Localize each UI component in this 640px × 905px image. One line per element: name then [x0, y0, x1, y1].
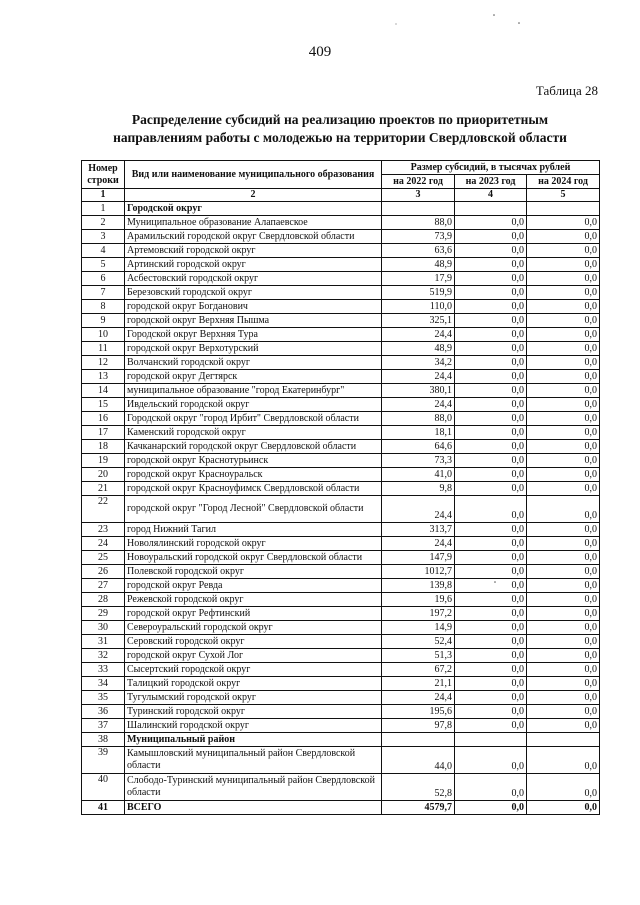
row-number: 18 [82, 440, 125, 454]
table-row [82, 593, 600, 607]
municipality-name: Асбестовский городской округ [125, 272, 382, 286]
value-2022: 48,9 [382, 258, 455, 272]
value-2024: 0,0 [527, 216, 600, 230]
row-number: 9 [82, 314, 125, 328]
row-number: 1 [82, 202, 125, 216]
value-2022: 34,2 [382, 356, 455, 370]
table-row [82, 523, 600, 537]
value-2024: 0,0 [527, 663, 600, 677]
table-row [82, 426, 600, 440]
value-2024: 0,0 [527, 747, 600, 774]
value-2022: 52,8 [382, 774, 455, 801]
value-2022: 21,1 [382, 677, 455, 691]
value-2023: 0,0 [455, 398, 527, 412]
value-2022: 44,0 [382, 747, 455, 774]
value-2024: 0,0 [527, 370, 600, 384]
value-2024: 0,0 [527, 607, 600, 621]
header-year-2024: на 2024 год [527, 175, 600, 189]
row-number: 12 [82, 356, 125, 370]
table-row [82, 579, 600, 593]
value-2022: 325,1 [382, 314, 455, 328]
value-2022: 88,0 [382, 216, 455, 230]
value-2022: 73,3 [382, 454, 455, 468]
total-row [82, 801, 600, 815]
section-row [82, 733, 600, 747]
row-number: 26 [82, 565, 125, 579]
value-2023: 0,0 [455, 663, 527, 677]
value-2024: 0,0 [527, 801, 600, 815]
value-2022: 24,4 [382, 691, 455, 705]
row-number: 10 [82, 328, 125, 342]
table-row [82, 705, 600, 719]
table-row [82, 384, 600, 398]
value-2022: 14,9 [382, 621, 455, 635]
row-number: 40 [82, 774, 125, 801]
value-2024: 0,0 [527, 593, 600, 607]
value-2022: 24,4 [382, 496, 455, 523]
scan-dot [518, 22, 520, 24]
title-line-1: Распределение субсидий на реализацию проектов по приоритетным [131, 112, 549, 127]
municipality-name: городской округ Рефтинский [125, 607, 382, 621]
municipality-name: Качканарский городской округ Свердловской области [125, 440, 382, 454]
value-2023: 0,0 [455, 705, 527, 719]
value-2022: 24,4 [382, 370, 455, 384]
value-2022: 9,8 [382, 482, 455, 496]
value-2024: 0,0 [527, 482, 600, 496]
municipality-name: городской округ Ревда [125, 579, 382, 593]
municipality-name: Североуральский городской округ [125, 621, 382, 635]
table-row [82, 272, 600, 286]
title-line-2: направлениям работы с молодежью на территории Свердловской области [113, 130, 567, 145]
value-2022: 313,7 [382, 523, 455, 537]
table-row [82, 356, 600, 370]
value-2022: 139,8 [382, 579, 455, 593]
municipality-name: Камышловский муниципальный район Свердловской области [125, 747, 382, 774]
value-2023: 0,0 [455, 482, 527, 496]
value-2024 [527, 202, 600, 216]
value-2023: 0,0 [455, 621, 527, 635]
subsidies-table [81, 160, 600, 815]
row-number: 14 [82, 384, 125, 398]
value-2023: 0,0 [455, 384, 527, 398]
value-2023: 0,0 [455, 328, 527, 342]
value-2024: 0,0 [527, 426, 600, 440]
header-year-2022: на 2022 год [382, 175, 455, 189]
value-2024: 0,0 [527, 621, 600, 635]
value-2023: 0,0 [455, 468, 527, 482]
municipality-name: Артинский городской округ [125, 258, 382, 272]
value-2024: 0,0 [527, 468, 600, 482]
table-row [82, 216, 600, 230]
value-2023: 0,0 [455, 244, 527, 258]
table-row [82, 286, 600, 300]
table-row [82, 496, 600, 523]
value-2023: 0,0 [455, 314, 527, 328]
value-2023: 0,0 [455, 565, 527, 579]
municipality-name: городской округ Верхотурский [125, 342, 382, 356]
municipality-name: городской округ Богданович [125, 300, 382, 314]
row-number: 2 [82, 216, 125, 230]
header-year-2023: на 2023 год [455, 175, 527, 189]
value-2024: 0,0 [527, 677, 600, 691]
value-2022: 41,0 [382, 468, 455, 482]
value-2022 [382, 202, 455, 216]
row-number: 34 [82, 677, 125, 691]
row-number: 5 [82, 258, 125, 272]
row-number: 41 [82, 801, 125, 815]
municipality-name: городской округ Краснотурьинск [125, 454, 382, 468]
value-2022: 147,9 [382, 551, 455, 565]
row-number: 8 [82, 300, 125, 314]
municipality-name: городской округ Верхняя Пышма [125, 314, 382, 328]
table-row [82, 635, 600, 649]
municipality-name: Березовский городской округ [125, 286, 382, 300]
value-2024: 0,0 [527, 286, 600, 300]
value-2024: 0,0 [527, 398, 600, 412]
row-number: 37 [82, 719, 125, 733]
table-row [82, 328, 600, 342]
municipality-name: Режевской городской округ [125, 593, 382, 607]
municipality-name: Слободо-Туринский муниципальный район Свердловской области [125, 774, 382, 801]
row-number: 16 [82, 412, 125, 426]
value-2022: 18,1 [382, 426, 455, 440]
municipality-name: Волчанский городской округ [125, 356, 382, 370]
table-row [82, 398, 600, 412]
value-2022: 73,9 [382, 230, 455, 244]
value-2022 [382, 733, 455, 747]
column-number: 3 [382, 189, 455, 202]
section-label: Городской округ [125, 202, 382, 216]
value-2023: 0,0 [455, 216, 527, 230]
value-2024: 0,0 [527, 537, 600, 551]
value-2024: 0,0 [527, 565, 600, 579]
page-number: 409 [308, 44, 332, 60]
header-name: Вид или наименование муниципального образования [125, 161, 382, 189]
table-row [82, 342, 600, 356]
value-2023 [455, 733, 527, 747]
value-2024: 0,0 [527, 384, 600, 398]
value-2022: 97,8 [382, 719, 455, 733]
row-number: 19 [82, 454, 125, 468]
row-number: 39 [82, 747, 125, 774]
municipality-name: городской округ "Город Лесной" Свердловской области [125, 496, 382, 523]
table-row [82, 607, 600, 621]
table-row [82, 565, 600, 579]
table-row [82, 230, 600, 244]
value-2022: 4579,7 [382, 801, 455, 815]
value-2022: 63,6 [382, 244, 455, 258]
value-2023: 0,0 [455, 342, 527, 356]
municipality-name: Городской округ "город Ирбит" Свердловской области [125, 412, 382, 426]
value-2022: 380,1 [382, 384, 455, 398]
value-2024: 0,0 [527, 635, 600, 649]
municipality-name: город Нижний Тагил [125, 523, 382, 537]
value-2024: 0,0 [527, 523, 600, 537]
section-label: Муниципальный район [125, 733, 382, 747]
value-2024: 0,0 [527, 244, 600, 258]
municipality-name: Артемовский городской округ [125, 244, 382, 258]
row-number: 22 [82, 496, 125, 523]
municipality-name: Сысертский городской округ [125, 663, 382, 677]
value-2024: 0,0 [527, 230, 600, 244]
municipality-name: Арамильский городской округ Свердловской области [125, 230, 382, 244]
row-number: 4 [82, 244, 125, 258]
municipality-name: Муниципальное образование Алапаевское [125, 216, 382, 230]
value-2024 [527, 733, 600, 747]
row-number: 3 [82, 230, 125, 244]
row-number: 25 [82, 551, 125, 565]
value-2023: 0,0 [455, 286, 527, 300]
value-2023: 0,0 [455, 551, 527, 565]
row-number: 31 [82, 635, 125, 649]
value-2023: 0,0 [455, 230, 527, 244]
value-2022: 110,0 [382, 300, 455, 314]
value-2024: 0,0 [527, 300, 600, 314]
value-2024: 0,0 [527, 314, 600, 328]
column-number: 2 [125, 189, 382, 202]
row-number: 29 [82, 607, 125, 621]
value-2023: 0,0 [455, 356, 527, 370]
value-2022: 51,3 [382, 649, 455, 663]
value-2024: 0,0 [527, 579, 600, 593]
municipality-name: Тугулымский городской округ [125, 691, 382, 705]
municipality-name: Каменский городской округ [125, 426, 382, 440]
row-number: 35 [82, 691, 125, 705]
value-2023: 0,0 [455, 635, 527, 649]
table-row [82, 440, 600, 454]
table-row [82, 468, 600, 482]
value-2023: 0,0 [455, 801, 527, 815]
row-number: 23 [82, 523, 125, 537]
row-number: 28 [82, 593, 125, 607]
table-row [82, 300, 600, 314]
value-2023: 0,0 [455, 649, 527, 663]
value-2024: 0,0 [527, 705, 600, 719]
value-2022: 519,9 [382, 286, 455, 300]
municipality-name: городской округ Красноуфимск Свердловской области [125, 482, 382, 496]
value-2024: 0,0 [527, 551, 600, 565]
value-2024: 0,0 [527, 272, 600, 286]
scan-dot [493, 14, 495, 16]
table-row [82, 551, 600, 565]
header-row-number: Номер строки [82, 161, 125, 189]
municipality-name: Ивдельский городской округ [125, 398, 382, 412]
municipality-name: ВСЕГО [125, 801, 382, 815]
table-row [82, 370, 600, 384]
value-2024: 0,0 [527, 412, 600, 426]
value-2024: 0,0 [527, 691, 600, 705]
value-2023: 0,0 [455, 454, 527, 468]
value-2024: 0,0 [527, 719, 600, 733]
value-2022: 88,0 [382, 412, 455, 426]
table-row [82, 537, 600, 551]
row-number: 32 [82, 649, 125, 663]
value-2023: 0,0 [455, 370, 527, 384]
value-2023: 0,0 [455, 719, 527, 733]
value-2023: 0,0 [455, 774, 527, 801]
row-number: 33 [82, 663, 125, 677]
value-2024: 0,0 [527, 440, 600, 454]
value-2022: 48,9 [382, 342, 455, 356]
row-number: 7 [82, 286, 125, 300]
value-2022: 195,6 [382, 705, 455, 719]
table-row [82, 691, 600, 705]
value-2023: 0,0 [455, 412, 527, 426]
municipality-name: городской округ Дегтярск [125, 370, 382, 384]
table-row [82, 677, 600, 691]
row-number: 36 [82, 705, 125, 719]
table-row [82, 719, 600, 733]
value-2023: 0,0 [455, 272, 527, 286]
column-number: 5 [527, 189, 600, 202]
value-2022: 19,6 [382, 593, 455, 607]
value-2023: 0,0 [455, 747, 527, 774]
value-2023: 0,0 [455, 258, 527, 272]
municipality-name: Полевской городской округ [125, 565, 382, 579]
municipality-name: Городской округ Верхняя Тура [125, 328, 382, 342]
municipality-name: Новолялинский городской округ [125, 537, 382, 551]
value-2023 [455, 202, 527, 216]
value-2022: 52,4 [382, 635, 455, 649]
municipality-name: Новоуральский городской округ Свердловской области [125, 551, 382, 565]
row-number: 38 [82, 733, 125, 747]
row-number: 11 [82, 342, 125, 356]
table-row [82, 774, 600, 801]
value-2023: 0,0 [455, 579, 527, 593]
municipality-name: городской округ Сухой Лог [125, 649, 382, 663]
municipality-name: муниципальное образование "город Екатеринбург" [125, 384, 382, 398]
value-2024: 0,0 [527, 454, 600, 468]
row-number: 21 [82, 482, 125, 496]
value-2023: 0,0 [455, 537, 527, 551]
value-2022: 24,4 [382, 398, 455, 412]
scan-dot [395, 23, 396, 24]
value-2024: 0,0 [527, 649, 600, 663]
value-2024: 0,0 [527, 356, 600, 370]
row-number: 13 [82, 370, 125, 384]
table-row [82, 663, 600, 677]
table-row [82, 482, 600, 496]
value-2022: 1012,7 [382, 565, 455, 579]
municipality-name: городской округ Красноуральск [125, 468, 382, 482]
municipality-name: Серовский городской округ [125, 635, 382, 649]
value-2022: 67,2 [382, 663, 455, 677]
value-2023: 0,0 [455, 496, 527, 523]
value-2023: 0,0 [455, 523, 527, 537]
table-row [82, 454, 600, 468]
table-label: Таблица 28 [535, 83, 598, 98]
value-2022: 24,4 [382, 537, 455, 551]
value-2024: 0,0 [527, 258, 600, 272]
value-2022: 64,6 [382, 440, 455, 454]
table-row [82, 412, 600, 426]
row-number: 27 [82, 579, 125, 593]
column-number: 1 [82, 189, 125, 202]
row-number: 24 [82, 537, 125, 551]
value-2024: 0,0 [527, 496, 600, 523]
table-row [82, 621, 600, 635]
column-number: 4 [455, 189, 527, 202]
municipality-name: Шалинский городской округ [125, 719, 382, 733]
value-2023: 0,0 [455, 691, 527, 705]
table-row [82, 244, 600, 258]
municipality-name: Талицкий городской округ [125, 677, 382, 691]
value-2022: 17,9 [382, 272, 455, 286]
table-row [82, 314, 600, 328]
municipality-name: Туринский городской округ [125, 705, 382, 719]
table-body [82, 202, 600, 815]
value-2023: 0,0 [455, 677, 527, 691]
value-2023: 0,0 [455, 426, 527, 440]
row-number: 17 [82, 426, 125, 440]
row-number: 20 [82, 468, 125, 482]
value-2022: 197,2 [382, 607, 455, 621]
header-amount: Размер субсидий, в тысячах рублей [382, 161, 600, 175]
table-row [82, 747, 600, 774]
value-2023: 0,0 [455, 440, 527, 454]
value-2023: 0,0 [455, 593, 527, 607]
section-row [82, 202, 600, 216]
row-number: 30 [82, 621, 125, 635]
document-title [60, 111, 620, 147]
value-2024: 0,0 [527, 328, 600, 342]
value-2022: 24,4 [382, 328, 455, 342]
value-2024: 0,0 [527, 342, 600, 356]
value-2023: 0,0 [455, 300, 527, 314]
row-number: 15 [82, 398, 125, 412]
table-row [82, 258, 600, 272]
value-2024: 0,0 [527, 774, 600, 801]
value-2023: 0,0 [455, 607, 527, 621]
table-row [82, 649, 600, 663]
row-number: 6 [82, 272, 125, 286]
